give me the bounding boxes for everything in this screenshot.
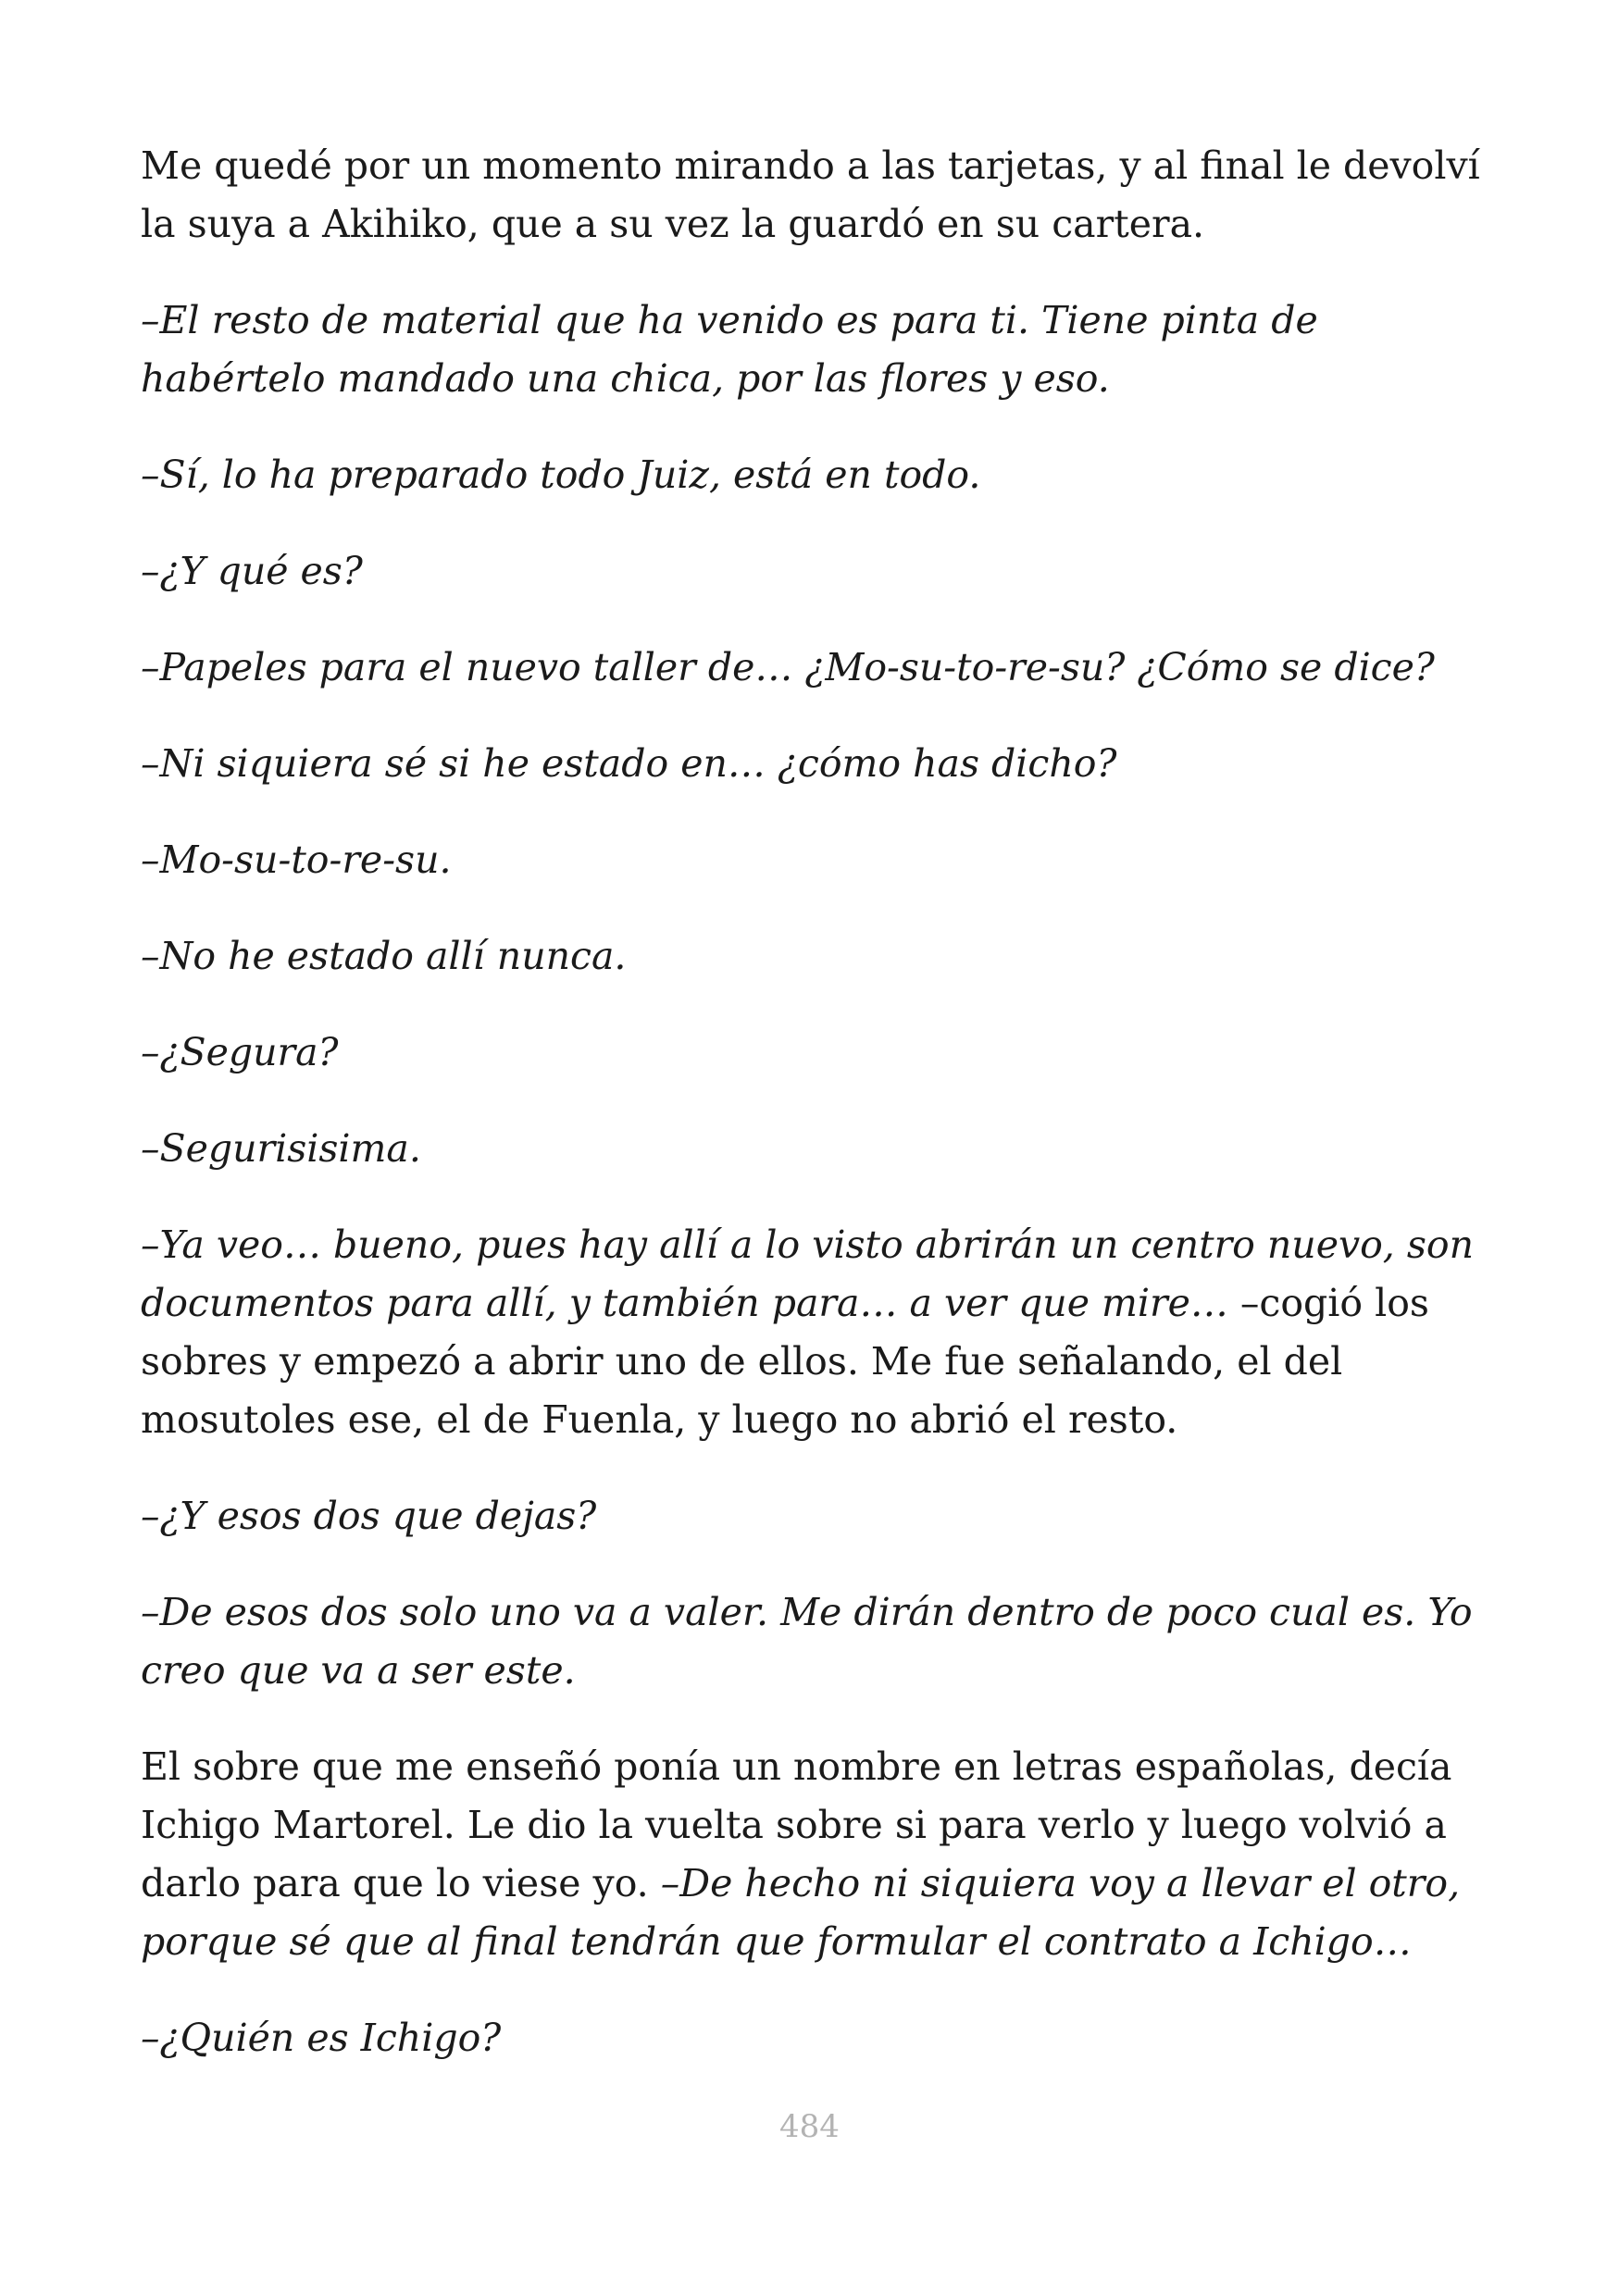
dialogue-line xyxy=(141,2009,1501,2067)
dialogue-line xyxy=(141,446,1501,504)
text-segment: –cogió los sobres y empezó a abrir uno de ellos. Me fue señalando, el del mosutoles ese, el de Fuenla, y luego no abrió el resto. xyxy=(141,1281,1429,1442)
text-segment: El sobre que me enseñó ponía un nombre en letras españolas, decía Ichigo Martorel. Le dio la vuelta sobre si para verlo y luego volvió a darlo para que lo viese yo. xyxy=(141,1744,1452,1905)
text-segment: –Mo-su-to-re-su. xyxy=(141,838,452,882)
paragraph xyxy=(141,137,1501,254)
dialogue-line xyxy=(141,927,1501,986)
dialogue-line xyxy=(141,1024,1501,1082)
page-number: 484 xyxy=(779,2108,840,2145)
dialogue-line xyxy=(141,1487,1501,1545)
paragraph xyxy=(141,1738,1501,1971)
text-segment: –Segurisisima. xyxy=(141,1126,421,1171)
text-segment: –¿Quién es Ichigo? xyxy=(141,2016,502,2060)
text-segment: –¿Segura? xyxy=(141,1030,339,1074)
text-segment: –El resto de material que ha venido es para ti. Tiene pinta de habértelo mandado una chica, por las flores y eso. xyxy=(141,298,1318,401)
page-body xyxy=(141,137,1501,2105)
text-segment: –No he estado allí nunca. xyxy=(141,934,627,978)
text-segment: –Sí, lo ha preparado todo Juiz, está en todo. xyxy=(141,453,981,497)
text-segment: Me quedé por un momento mirando a las tarjetas, y al final le devolví la suya a Akihiko, que a su vez la guardó en su cartera. xyxy=(141,143,1480,246)
dialogue-line xyxy=(141,639,1501,697)
dialogue-line xyxy=(141,1583,1501,1700)
text-segment: –Ni siquiera sé si he estado en… ¿cómo has dicho? xyxy=(141,741,1117,786)
dialogue-line xyxy=(141,1216,1501,1449)
text-segment: –Papeles para el nuevo taller de… ¿Mo-su-to-re-su? ¿Cómo se dice? xyxy=(141,645,1435,689)
text-segment: –De esos dos solo uno va a valer. Me dirán dentro de poco cual es. Yo creo que va a ser este. xyxy=(141,1590,1473,1693)
text-segment: –De hecho ni siquiera voy a llevar el otro, porque sé que al final tendrán que formular el contrato a Ichigo… xyxy=(141,1861,1461,1964)
dialogue-line xyxy=(141,542,1501,601)
text-segment: –¿Y qué es? xyxy=(141,549,363,593)
dialogue-line xyxy=(141,1120,1501,1178)
dialogue-line xyxy=(141,831,1501,889)
dialogue-line xyxy=(141,292,1501,408)
text-segment: –Ya veo… bueno, pues hay allí a lo visto abrirán un centro nuevo, son documentos para allí, y también para… a ver que mire… xyxy=(141,1222,1475,1325)
dialogue-line xyxy=(141,735,1501,793)
text-segment: –¿Y esos dos que dejas? xyxy=(141,1494,597,1538)
